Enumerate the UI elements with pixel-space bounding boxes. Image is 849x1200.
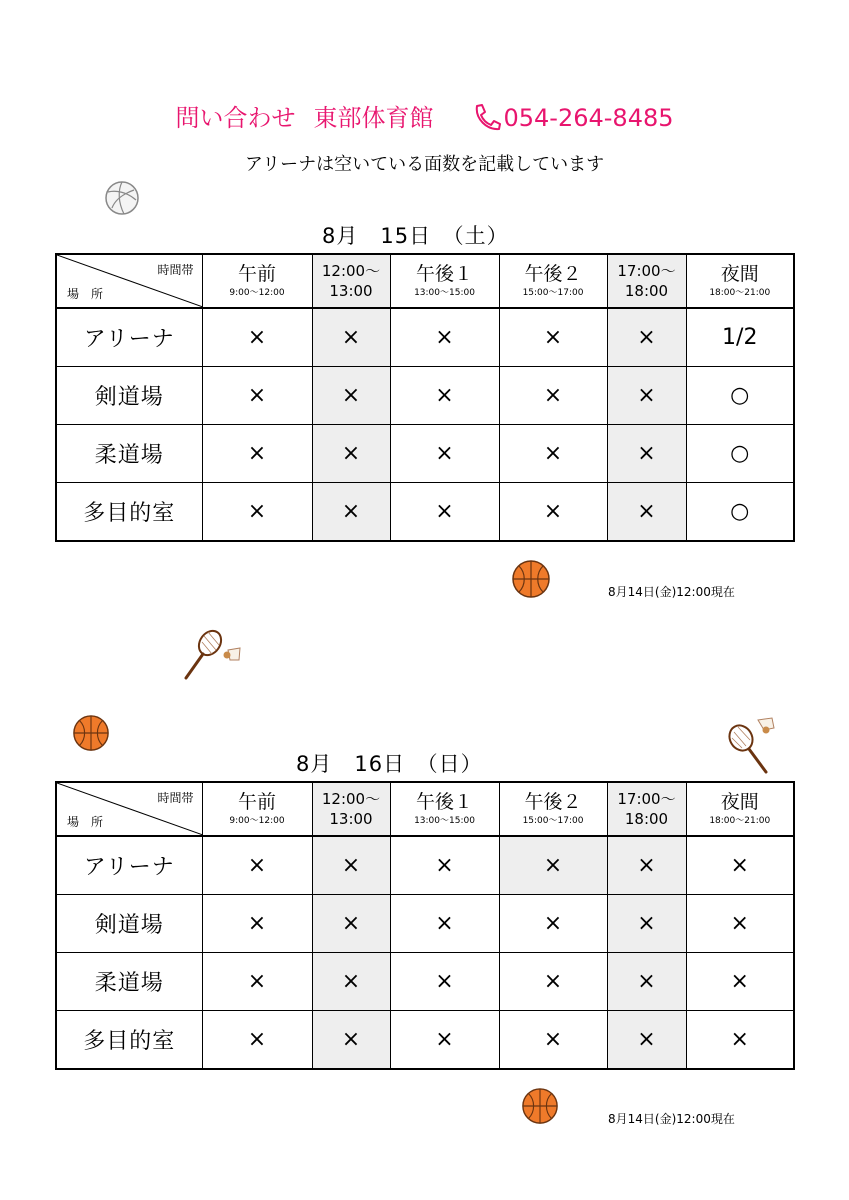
place-cell: 柔道場 <box>56 953 202 1011</box>
table-row <box>56 836 794 895</box>
availability-cell: ○ <box>686 425 794 483</box>
availability-cell: × <box>607 895 686 953</box>
availability-cell: × <box>499 1011 607 1070</box>
badminton-racket-icon <box>722 716 786 776</box>
slot-header: 午後２ 15:00〜17:00 <box>499 254 607 308</box>
availability-cell: × <box>202 308 312 367</box>
table-row <box>56 425 794 483</box>
availability-cell: × <box>499 483 607 542</box>
table-row <box>56 895 794 953</box>
availability-cell: × <box>390 953 499 1011</box>
place-cell: アリーナ <box>56 308 202 367</box>
availability-cell: × <box>390 836 499 895</box>
availability-cell: × <box>686 895 794 953</box>
subtitle: アリーナは空いている面数を記載しています <box>244 154 605 175</box>
slot-header: 17:00〜 18:00 <box>607 254 686 308</box>
availability-cell: × <box>607 308 686 367</box>
availability-cell: × <box>499 895 607 953</box>
availability-cell: × <box>607 1011 686 1070</box>
availability-cell: × <box>499 367 607 425</box>
availability-cell: × <box>312 483 390 542</box>
availability-cell: × <box>202 483 312 542</box>
slot-header: 17:00〜 18:00 <box>607 782 686 836</box>
badminton-racket-icon <box>180 624 244 682</box>
place-cell: 多目的室 <box>56 483 202 542</box>
availability-cell: × <box>607 425 686 483</box>
availability-cell: × <box>607 367 686 425</box>
place-cell: 柔道場 <box>56 425 202 483</box>
corner-cell <box>56 782 202 836</box>
slot-header: 午後２ 15:00〜17:00 <box>499 782 607 836</box>
slot-header: 午前 9:00〜12:00 <box>202 254 312 308</box>
time-label: 時間帯 <box>157 791 194 805</box>
availability-cell: × <box>202 895 312 953</box>
availability-cell: × <box>202 953 312 1011</box>
table-header-row <box>56 782 794 836</box>
place-label: 場所 <box>67 287 116 301</box>
availability-cell: × <box>202 1011 312 1070</box>
availability-cell: × <box>202 425 312 483</box>
phone-icon <box>471 103 501 131</box>
place-cell: アリーナ <box>56 836 202 895</box>
slot-header: 午後１ 13:00〜15:00 <box>390 782 499 836</box>
basketball-icon <box>72 714 110 752</box>
availability-cell: × <box>686 953 794 1011</box>
availability-cell: ○ <box>686 367 794 425</box>
availability-cell: × <box>312 953 390 1011</box>
time-label: 時間帯 <box>157 263 194 277</box>
contact-label: 問い合わせ <box>175 104 296 132</box>
availability-cell: × <box>686 836 794 895</box>
availability-cell: ○ <box>686 483 794 542</box>
place-cell: 剣道場 <box>56 895 202 953</box>
availability-cell: × <box>499 836 607 895</box>
contact-header <box>0 98 849 133</box>
place-cell: 剣道場 <box>56 367 202 425</box>
table-row <box>56 953 794 1011</box>
schedule-table <box>55 253 795 542</box>
availability-cell: × <box>607 953 686 1011</box>
availability-cell: × <box>312 895 390 953</box>
phone-number[interactable]: 054-264-8485 <box>503 104 674 132</box>
as-of-timestamp: 8月14日(金)12:00現在 <box>608 585 735 599</box>
basketball-icon <box>521 1087 559 1125</box>
table-row <box>56 483 794 542</box>
table-row <box>56 1011 794 1070</box>
availability-cell: × <box>390 425 499 483</box>
schedule-table <box>55 781 795 1070</box>
slot-header: 夜間 18:00〜21:00 <box>686 254 794 308</box>
availability-cell: × <box>499 425 607 483</box>
slot-header: 12:00〜 13:00 <box>312 782 390 836</box>
availability-cell: × <box>607 836 686 895</box>
availability-cell: × <box>390 308 499 367</box>
basketball-icon <box>511 559 551 599</box>
availability-cell: × <box>312 836 390 895</box>
availability-cell: × <box>499 308 607 367</box>
availability-cell: × <box>390 483 499 542</box>
availability-cell: × <box>390 895 499 953</box>
corner-cell <box>56 254 202 308</box>
availability-cell: × <box>202 836 312 895</box>
as-of-timestamp: 8月14日(金)12:00現在 <box>608 1112 735 1126</box>
table-header-row <box>56 254 794 308</box>
table-row <box>56 367 794 425</box>
table-row <box>56 308 794 367</box>
facility-name: 東部体育館 <box>313 104 434 132</box>
date-title: 8月 15日 （土） <box>322 224 509 248</box>
volleyball-icon <box>103 180 141 216</box>
slot-header: 12:00〜 13:00 <box>312 254 390 308</box>
slot-header: 夜間 18:00〜21:00 <box>686 782 794 836</box>
availability-cell: × <box>202 367 312 425</box>
place-label: 場所 <box>67 815 116 829</box>
availability-cell: 1/2 <box>686 308 794 367</box>
slot-header: 午後１ 13:00〜15:00 <box>390 254 499 308</box>
availability-cell: × <box>390 1011 499 1070</box>
availability-cell: × <box>499 953 607 1011</box>
place-cell: 多目的室 <box>56 1011 202 1070</box>
availability-cell: × <box>312 367 390 425</box>
slot-header: 午前 9:00〜12:00 <box>202 782 312 836</box>
availability-cell: × <box>607 483 686 542</box>
availability-cell: × <box>312 425 390 483</box>
availability-cell: × <box>390 367 499 425</box>
availability-cell: × <box>686 1011 794 1070</box>
availability-cell: × <box>312 1011 390 1070</box>
date-title: 8月 16日 （日） <box>296 752 483 776</box>
availability-cell: × <box>312 308 390 367</box>
